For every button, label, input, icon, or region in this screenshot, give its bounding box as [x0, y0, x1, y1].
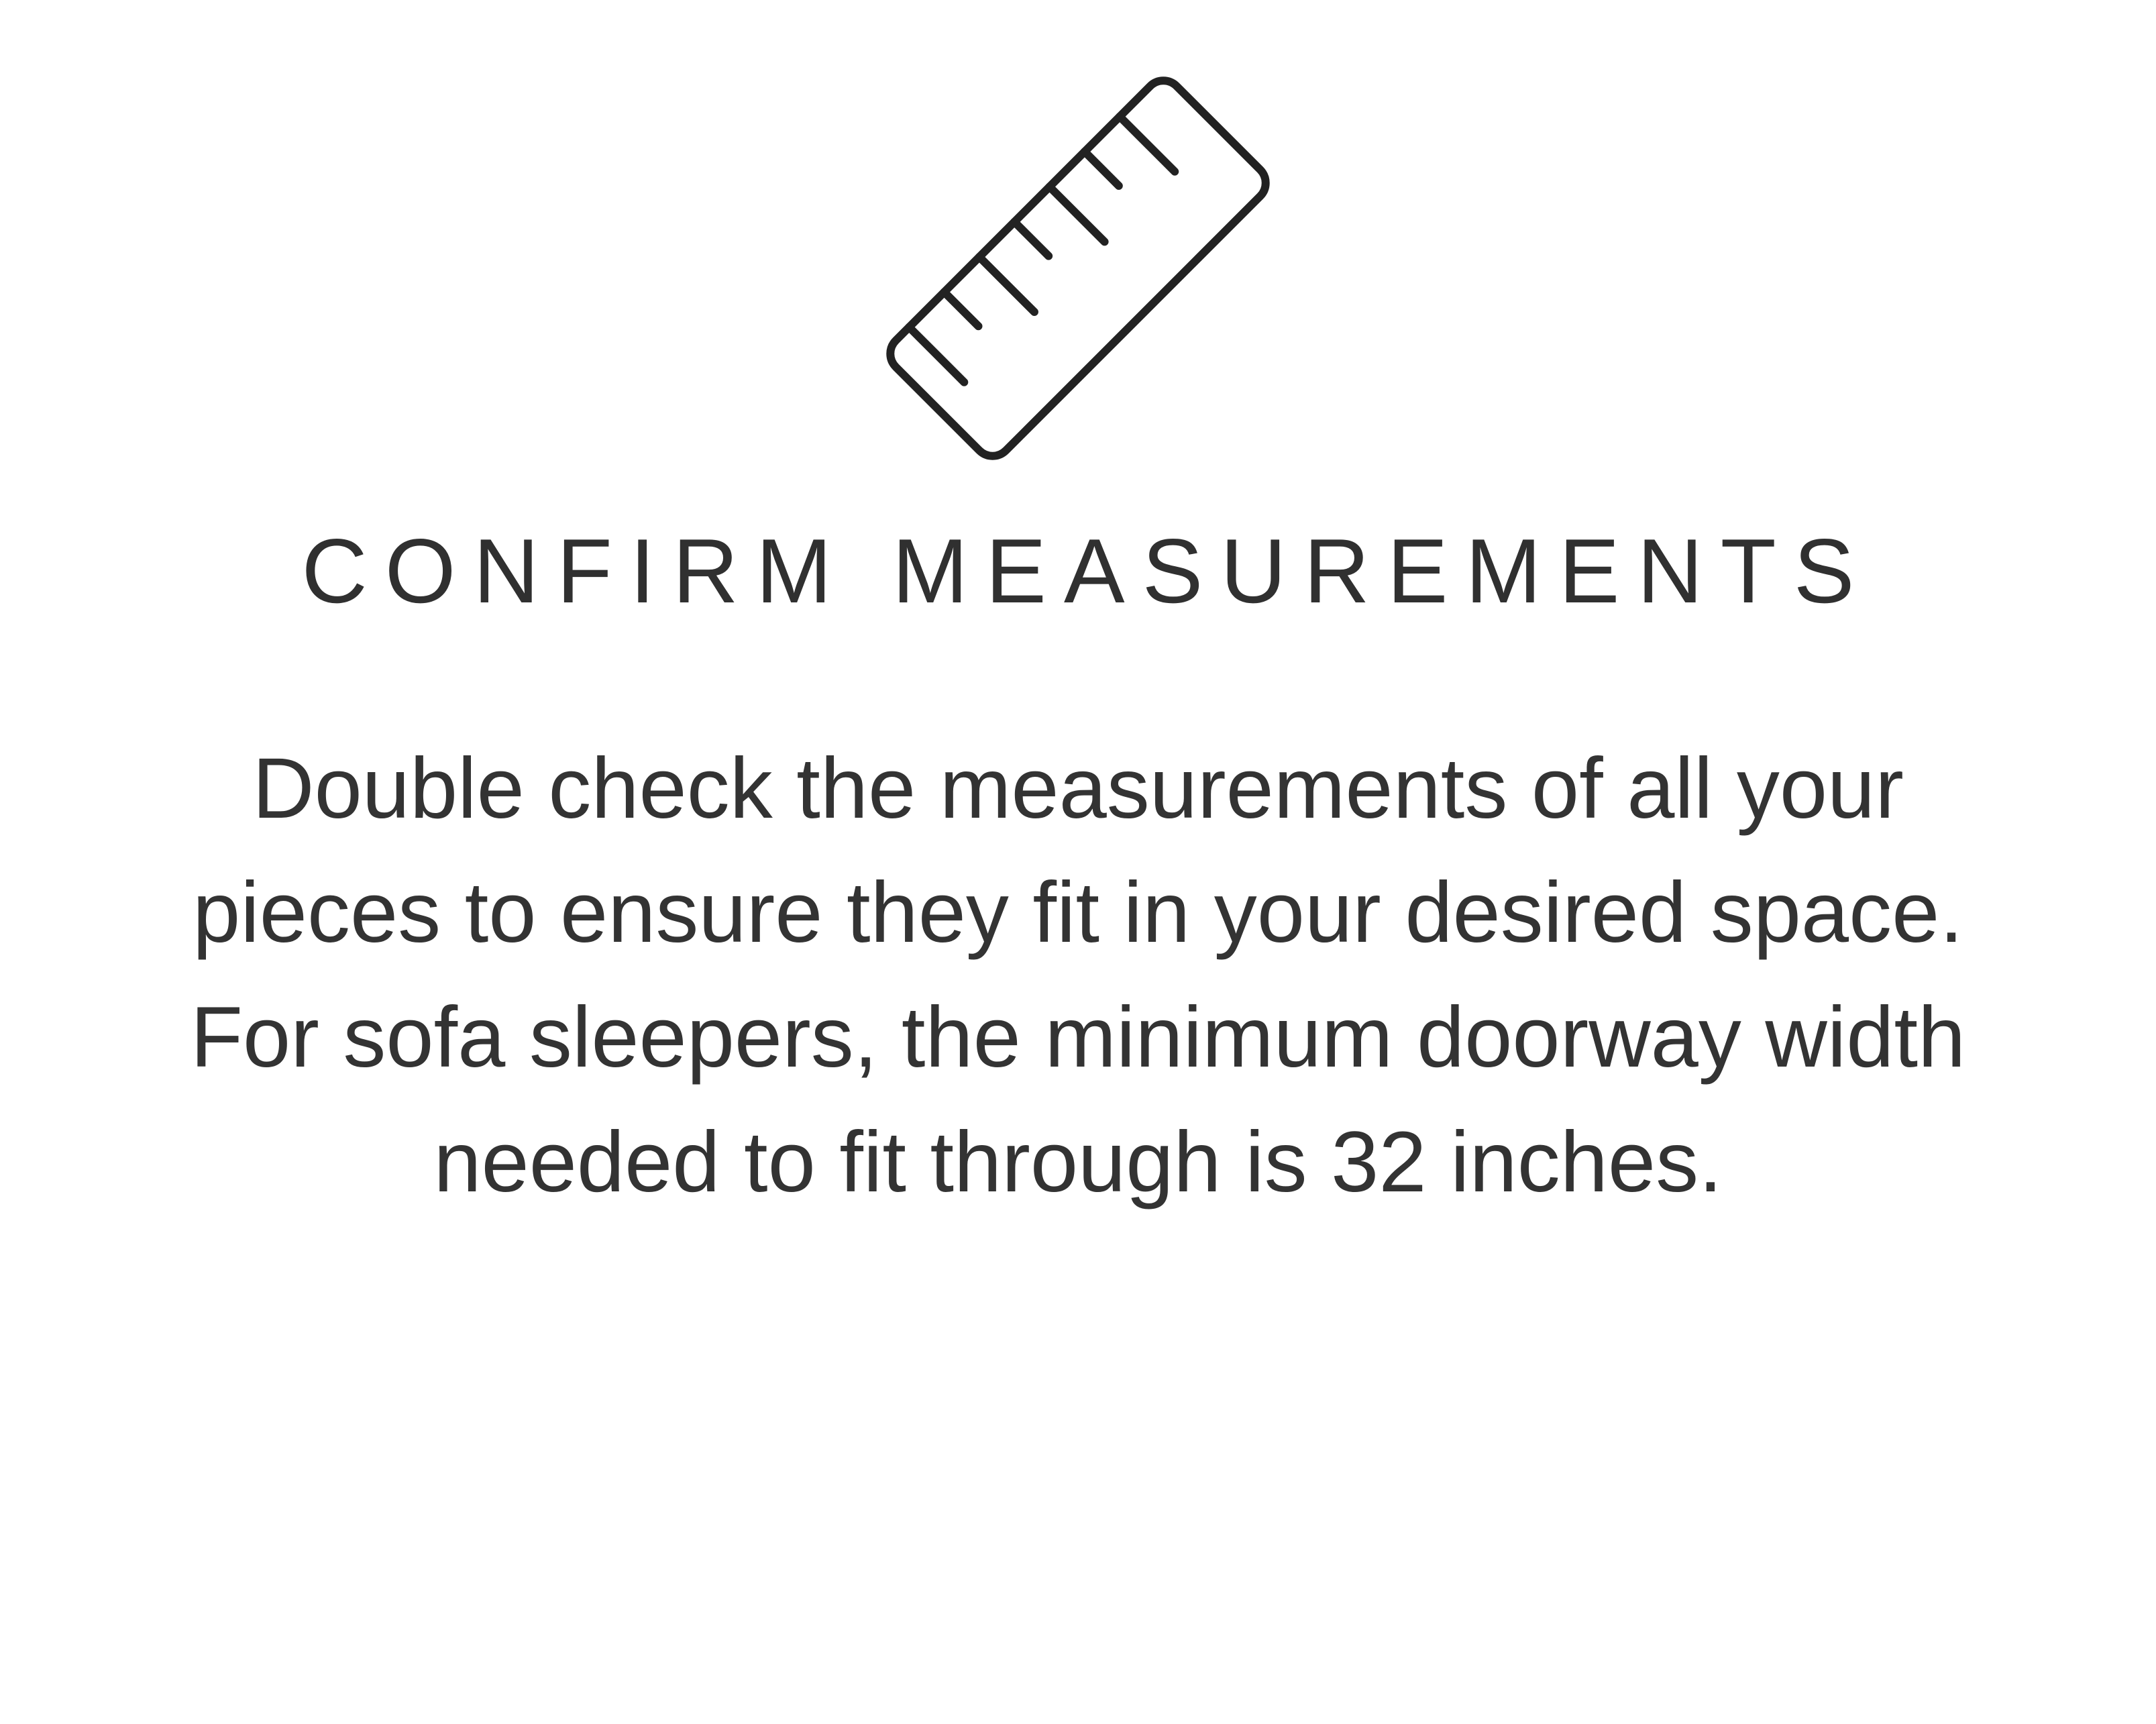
ruler-icon — [60, 40, 2096, 523]
description-text: Double check the measurements of all your pieces to ensure they fit in your desired space. For sofa sleepers, the minimum doorway width needed to fit through is 32 inches. — [190, 740, 1966, 1210]
page-title: CONFIRM MEASUREMENTS — [301, 520, 1872, 622]
